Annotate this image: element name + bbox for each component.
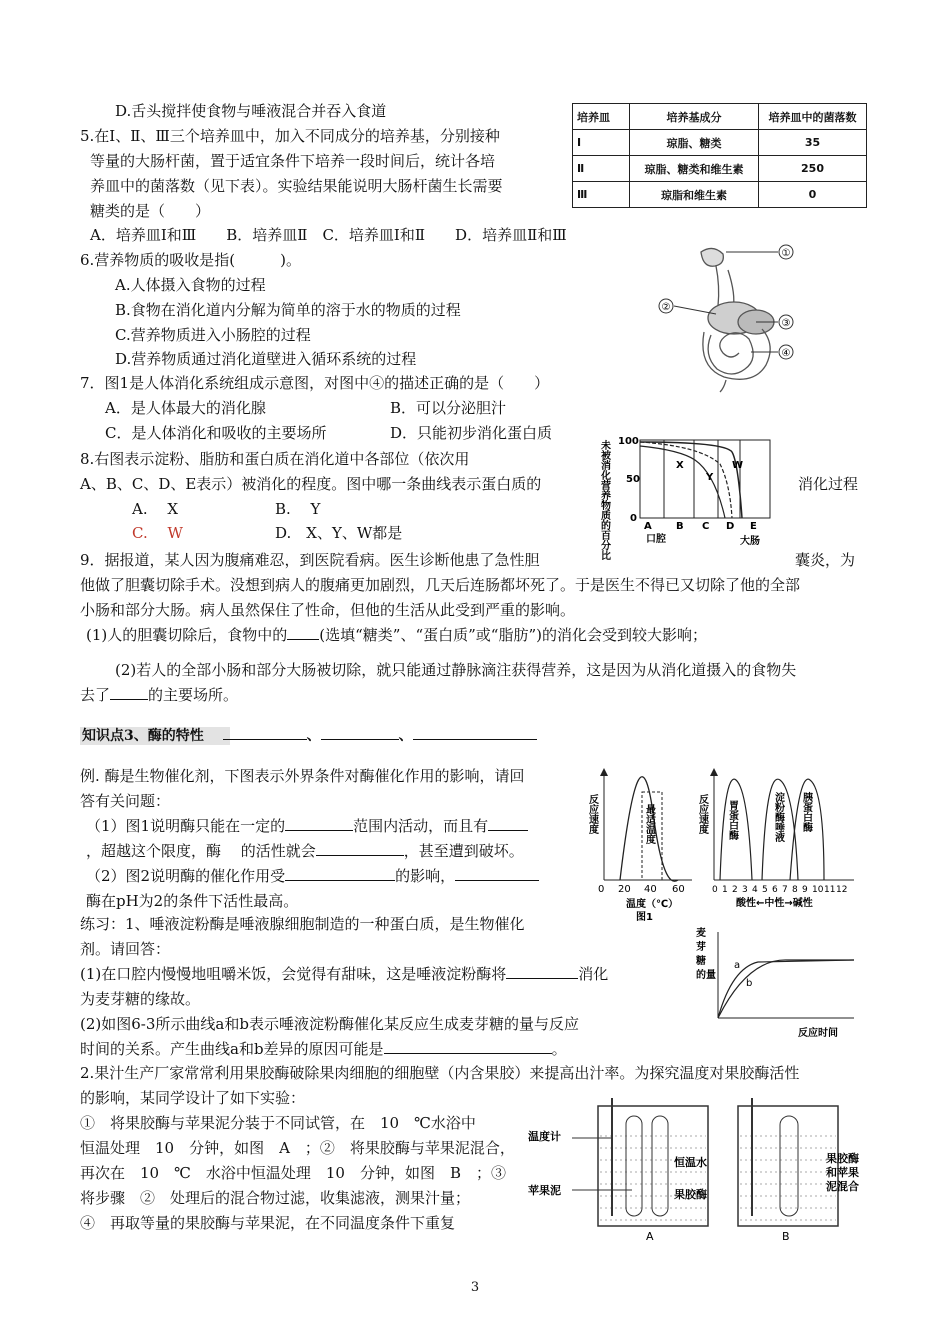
practice-line-1: 练习：1、唾液淀粉酶是唾液腺细胞制造的一种蛋白质，是生物催化 bbox=[80, 915, 525, 933]
ph-tick: 9 bbox=[802, 885, 808, 895]
practice-text: 消化 bbox=[578, 965, 609, 983]
q7-option-c: C．是人体消化和吸收的主要场所 bbox=[105, 424, 327, 442]
example-line-1: 例. 酶是生物催化剂，下图表示外界条件对酶催化作用的影响，请回 bbox=[80, 767, 525, 785]
ph-tick: 2 bbox=[732, 885, 738, 895]
kp3-title: 知识点3、酶的特性 bbox=[82, 728, 204, 744]
q9-sub-2-text-c: 的主要场所。 bbox=[148, 686, 239, 704]
q2-line-6: 将步骤 ② 处理后的混合物过滤，收集滤液，测果汁量； bbox=[80, 1189, 471, 1207]
malt-ylabel-part: 糖 bbox=[696, 956, 706, 967]
digestive-system-figure bbox=[656, 240, 806, 395]
digestion-curve-figure bbox=[590, 432, 780, 560]
q5-options: A．培养皿Ⅰ和Ⅲ B．培养皿Ⅱ C．培养皿Ⅰ和Ⅱ D．培养皿Ⅱ和Ⅲ bbox=[90, 226, 567, 244]
kp3-heading bbox=[82, 726, 537, 746]
answer-blank[interactable] bbox=[316, 855, 404, 856]
answer-blank[interactable] bbox=[321, 739, 399, 740]
beaker-b-label: B bbox=[782, 1230, 790, 1243]
table-row bbox=[573, 182, 867, 208]
enzyme-pepsin: 胃蛋白酶 bbox=[726, 800, 738, 840]
example-line-6: 酶在pH为2的条件下活性最高。 bbox=[86, 892, 299, 910]
answer-blank[interactable] bbox=[455, 880, 539, 881]
answer-blank[interactable] bbox=[285, 830, 353, 831]
q8-line-1: 8.右图表示淀粉、脂肪和蛋白质在消化道中各部位（依次用 bbox=[80, 450, 470, 468]
maltose-curve-figure bbox=[694, 922, 864, 1042]
q6-stem: 6.营养物质的吸收是指( )。 bbox=[80, 251, 302, 269]
mix-label-part: 和苹果 bbox=[826, 1166, 859, 1179]
q2-line-2: 的影响，某同学设计了如下实验： bbox=[80, 1089, 306, 1107]
q6-option-b: B.食物在消化道内分解为简单的溶于水的物质的过程 bbox=[115, 301, 461, 319]
answer-blank[interactable] bbox=[285, 880, 395, 881]
q9-line-1: 9．据报道，某人因为腹痛难忍，到医院看病。医生诊断他患了急性胆 bbox=[80, 551, 540, 569]
water-bath-label: 恒温水 bbox=[674, 1156, 707, 1169]
practice-line-4: 为麦芽糖的缘故。 bbox=[80, 990, 201, 1008]
example-text: （2）图2说明酶的催化作用受 bbox=[86, 867, 286, 885]
thermometer-label: 温度计 bbox=[528, 1130, 561, 1143]
table-cell: 250 bbox=[759, 156, 867, 182]
example-line-3 bbox=[86, 816, 528, 836]
curve-y-label: Y bbox=[706, 472, 714, 483]
malt-xlabel: 反应时间 bbox=[798, 1028, 838, 1039]
y-tick-50: 50 bbox=[626, 474, 640, 485]
q9-line-1-right: 囊炎，为 bbox=[795, 551, 856, 569]
fig1-label: 图1 bbox=[636, 912, 653, 923]
practice-text: 时间的关系。产生曲线a和b差异的原因可能是 bbox=[80, 1040, 384, 1058]
table-row bbox=[573, 156, 867, 182]
q2-line-3: ① 将果胶酶与苹果泥分装于不同试管，在 10 ℃水浴中 bbox=[80, 1114, 476, 1132]
y-tick-100: 100 bbox=[618, 436, 639, 447]
table-cell: 0 bbox=[759, 182, 867, 208]
practice-line-5: (2)如图6-3所示曲线a和b表示唾液淀粉酶催化某反应生成麦芽糖的量与反应 bbox=[80, 1015, 579, 1033]
table-cell: Ⅰ bbox=[573, 130, 630, 156]
table-cell: Ⅲ bbox=[573, 182, 630, 208]
page-number: 3 bbox=[470, 1280, 480, 1295]
beaker-a-label: A bbox=[646, 1230, 654, 1243]
malt-ylabel bbox=[695, 926, 716, 981]
example-text: 范围内活动，而且有 bbox=[353, 817, 489, 835]
label-3: ③ bbox=[781, 318, 791, 329]
mix-label bbox=[826, 1151, 859, 1193]
q6-option-c: C.营养物质进入小肠腔的过程 bbox=[115, 326, 311, 344]
temp-tick: 20 bbox=[618, 884, 631, 895]
q5-line-1: 5.在Ⅰ、Ⅱ、Ⅲ三个培养皿中，加入不同成分的培养基，分别接种 bbox=[80, 127, 500, 145]
q8-option-b: B. Y bbox=[275, 500, 321, 518]
q9-line-3: 小肠和部分大肠。病人虽然保住了性命，但他的生活从此受到严重的影响。 bbox=[80, 601, 576, 619]
q2-line-4: 恒温处理 10 分钟，如图 A ；② 将果胶酶与苹果泥混合， bbox=[80, 1139, 515, 1157]
label-2: ② bbox=[661, 302, 671, 313]
table-cell: 琼脂和维生素 bbox=[630, 182, 759, 208]
q8-option-d: D. X、Y、W都是 bbox=[275, 524, 403, 542]
x-tick-e: E bbox=[750, 521, 757, 532]
answer-blank[interactable] bbox=[223, 739, 307, 740]
temp-xlabel: 温度（℃） bbox=[626, 899, 679, 910]
mix-label-part: 泥混合 bbox=[826, 1180, 859, 1193]
beaker-experiment-figure bbox=[528, 1096, 874, 1244]
table-cell: 琼脂、糖类 bbox=[630, 130, 759, 156]
ph-tick: 12 bbox=[836, 885, 848, 895]
q4-option-d: D.舌头搅拌使食物与唾液混合并吞入食道 bbox=[115, 102, 387, 120]
q7-option-a: A．是人体最大的消化腺 bbox=[105, 399, 266, 417]
malt-ylabel-part: 的量 bbox=[696, 970, 716, 981]
q8-line-2: A、B、C、D、E表示）被消化的程度。图中哪一条曲线表示蛋白质的 bbox=[80, 475, 542, 493]
q5-line-2: 等量的大肠杆菌，置于适宜条件下培养一段时间后，统计各培 bbox=[90, 152, 496, 170]
answer-blank[interactable] bbox=[287, 639, 319, 640]
q8-line-2-right: 消化过程 bbox=[798, 475, 859, 493]
q9-sub-2-text-b: 去了 bbox=[80, 686, 111, 704]
culture-dish-table bbox=[572, 103, 867, 208]
x-label-colon: 大肠 bbox=[740, 536, 760, 547]
mix-label-part: 果胶酶 bbox=[826, 1152, 859, 1165]
table-header: 培养基成分 bbox=[630, 104, 759, 130]
example-text: 的影响， bbox=[395, 867, 456, 885]
practice-line-6 bbox=[80, 1039, 567, 1059]
apple-paste-label: 苹果泥 bbox=[528, 1184, 561, 1197]
y-axis-label: 未被消化营养物质的百分比 bbox=[598, 440, 610, 560]
answer-blank[interactable] bbox=[506, 978, 578, 979]
example-text: （1）图1说明酶只能在一定的 bbox=[86, 817, 286, 835]
q9-sub-2-cont bbox=[80, 685, 238, 705]
q7-option-b: B．可以分泌胆汁 bbox=[390, 399, 507, 417]
enzyme-amylase: 淀粉酶唾液 bbox=[772, 792, 784, 842]
q2-line-5: 再次在 10 ℃ 水浴中恒温处理 10 分钟，如图 B ；③ bbox=[80, 1164, 506, 1182]
table-cell: 琼脂、糖类和维生素 bbox=[630, 156, 759, 182]
label-4: ④ bbox=[781, 348, 791, 359]
pectinase-label: 果胶酶 bbox=[674, 1188, 707, 1201]
table-cell: Ⅱ bbox=[573, 156, 630, 182]
x-tick-b: B bbox=[676, 521, 684, 532]
optimal-temp-label: 最适温度 bbox=[643, 804, 655, 844]
q2-line-7: ④ 再取等量的果胶酶与苹果泥，在不同温度条件下重复 bbox=[80, 1214, 456, 1232]
q6-option-a: A.人体摄入食物的过程 bbox=[115, 276, 266, 294]
enzyme-ylabel-2: 反应速度 bbox=[696, 794, 708, 834]
answer-blank[interactable] bbox=[110, 699, 148, 700]
ph-tick: 4 bbox=[752, 885, 758, 895]
ph-tick: 10 bbox=[812, 885, 824, 895]
q9-sub-1-text-b: (选填“糖类”、“蛋白质”或“脂肪”)的消化会受到较大影响； bbox=[319, 626, 707, 644]
ph-tick: 5 bbox=[762, 885, 768, 895]
ph-tick: 1 bbox=[722, 885, 728, 895]
q5-line-4: 糖类的是（ ） bbox=[90, 202, 211, 220]
q9-sub-1-text-a: (1)人的胆囊切除后，食物中的 bbox=[86, 626, 288, 644]
table-header-row bbox=[573, 104, 867, 130]
label-1: ① bbox=[781, 248, 791, 259]
temp-tick: 60 bbox=[672, 884, 685, 895]
y-tick-0: 0 bbox=[630, 513, 637, 524]
q8-option-c: C. W bbox=[132, 524, 183, 542]
x-label-mouth: 口腔 bbox=[646, 534, 666, 545]
table-cell: 35 bbox=[759, 130, 867, 156]
curve-x-label: X bbox=[676, 460, 684, 471]
q7-stem: 7．图1是人体消化系统组成示意图，对图中④的描述正确的是（ ） bbox=[80, 374, 550, 392]
ph-tick: 0 bbox=[712, 885, 718, 895]
curve-w-label: W bbox=[732, 460, 744, 471]
q9-line-2: 他做了胆囊切除手术。没想到病人的腹痛更加剧烈，几天后连肠都坏死了。于是医生不得已又切除了他的全部 bbox=[80, 576, 801, 594]
kp3-separator: 、 bbox=[398, 728, 413, 744]
q9-sub-2: (2)若人的全部小肠和部分大肠被切除，就只能通过静脉滴注获得营养，这是因为从消化道摄入的食物失 bbox=[115, 661, 797, 679]
q9-sub-1 bbox=[86, 625, 707, 645]
example-text: ，甚至遭到破坏。 bbox=[403, 842, 524, 860]
practice-line-3 bbox=[80, 964, 608, 984]
answer-blank[interactable] bbox=[488, 830, 528, 831]
curve-b-label: b bbox=[746, 978, 753, 989]
practice-line-2: 剂。请回答： bbox=[80, 940, 171, 958]
table-header: 培养皿 bbox=[573, 104, 630, 130]
ph-tick: 7 bbox=[782, 885, 788, 895]
enzyme-factor-figure bbox=[586, 762, 860, 923]
x-tick-c: C bbox=[702, 521, 710, 532]
q6-option-d: D.营养物质通过消化道壁进入循环系统的过程 bbox=[115, 350, 417, 368]
q2-line-1: 2.果汁生产厂家常常利用果胶酶破除果肉细胞的细胞壁（内含果胶）来提高出汁率。为探究温度对果胶酶活性 bbox=[80, 1064, 800, 1082]
temp-tick: 40 bbox=[644, 884, 657, 895]
answer-blank[interactable] bbox=[413, 739, 537, 740]
ph-tick: 6 bbox=[772, 885, 778, 895]
q5-line-3: 养皿中的菌落数（见下表）。实验结果能说明大肠杆菌生长需要 bbox=[90, 177, 503, 195]
q8-option-a: A. X bbox=[132, 500, 179, 518]
ph-tick: 3 bbox=[742, 885, 748, 895]
ph-tick: 8 bbox=[792, 885, 798, 895]
malt-ylabel-part: 芽 bbox=[696, 942, 706, 953]
q7-option-d: D．只能初步消化蛋白质 bbox=[390, 424, 553, 442]
malt-ylabel-part: 麦 bbox=[696, 928, 706, 939]
enzyme-ylabel: 反应速度 bbox=[586, 794, 598, 834]
practice-text: 。 bbox=[551, 1040, 567, 1058]
table-row bbox=[573, 130, 867, 156]
x-tick-d: D bbox=[726, 521, 735, 532]
curve-a-label: a bbox=[734, 960, 741, 971]
ph-tick: 11 bbox=[824, 885, 836, 895]
kp3-separator: 、 bbox=[306, 728, 321, 744]
temp-tick: 0 bbox=[598, 884, 605, 895]
answer-blank[interactable] bbox=[384, 1053, 552, 1054]
x-tick-a: A bbox=[644, 521, 652, 532]
example-text: ，超越这个限度，酶 的活性就会 bbox=[86, 842, 316, 860]
example-line-4 bbox=[86, 841, 524, 861]
example-line-2: 答有关问题： bbox=[80, 792, 171, 810]
table-header: 培养皿中的菌落数 bbox=[759, 104, 867, 130]
enzyme-trypsin: 胰蛋白酶 bbox=[800, 792, 812, 832]
example-line-5 bbox=[86, 866, 539, 886]
ph-xlabel: 酸性←中性→碱性 bbox=[736, 898, 813, 909]
practice-text: (1)在口腔内慢慢地咀嚼米饭，会觉得有甜味，这是唾液淀粉酶将 bbox=[80, 965, 507, 983]
